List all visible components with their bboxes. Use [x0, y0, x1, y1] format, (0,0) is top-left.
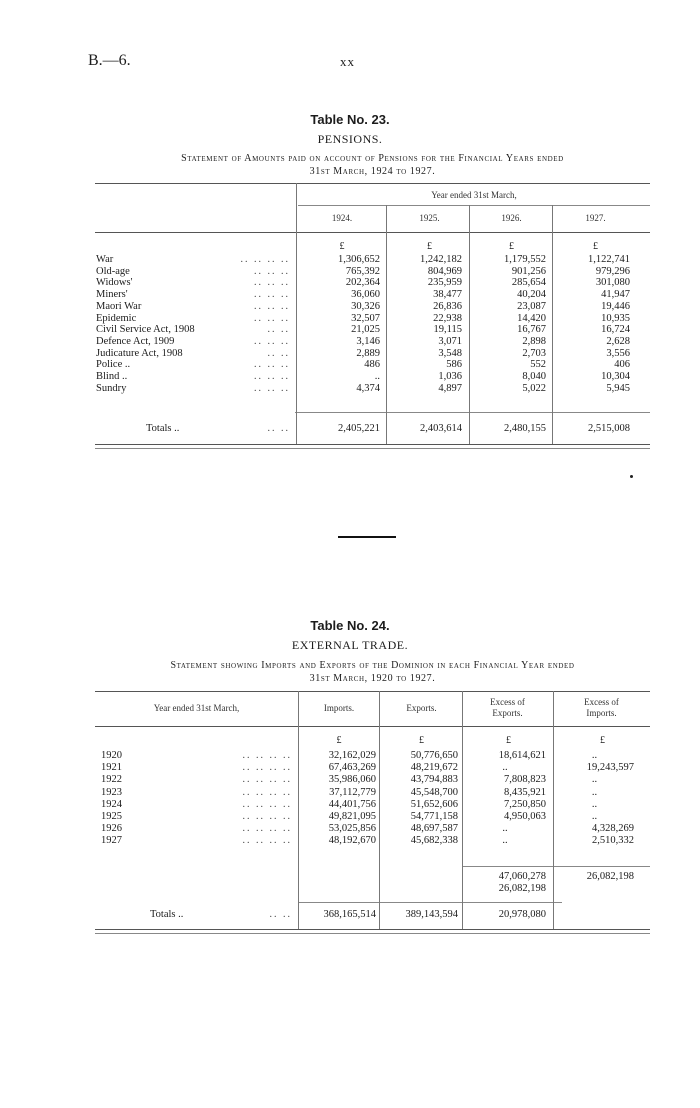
table-23-row-leader: .. .. .. — [254, 289, 290, 301]
table-23-cell: 1,122,741 — [588, 254, 630, 265]
table-24-row-year: 1922 — [101, 774, 122, 786]
page-reference: B.—6. — [88, 52, 131, 69]
table-24-currency-symbol: £ — [600, 735, 605, 746]
table-23-cell: 41,947 — [601, 289, 630, 301]
table-23-sum-rule — [295, 412, 650, 413]
table-24-cell-empty: .. — [502, 823, 508, 835]
table-24-row-year: 1925 — [101, 811, 122, 822]
table-23-statement — [95, 152, 650, 178]
table-23-cell: 285,654 — [511, 277, 546, 289]
table-24-imports-header: Imports. — [323, 703, 355, 713]
table-24-cell: 67,463,269 — [328, 762, 376, 774]
table-24-cell: 4,328,269 — [592, 823, 634, 835]
table-24-row-leader: .. .. .. .. — [242, 774, 292, 786]
table-24-vline-1 — [379, 691, 380, 929]
table-23-cell: 3,146 — [356, 335, 380, 347]
table-23-statement-line1: Statement of Amounts paid on account of Pensions for the Financial Years ended — [181, 153, 564, 164]
table-23-cell: 5,945 — [606, 382, 630, 394]
table-24-statement — [95, 659, 650, 685]
table-24-subtotal-less: 26,082,198 — [498, 883, 546, 894]
table-23-title: Table No. 23. — [310, 112, 390, 127]
table-23-cell: 19,446 — [601, 300, 630, 312]
table-23-cell: 5,022 — [522, 382, 546, 394]
table-23-currency-symbol: £ — [593, 241, 598, 252]
table-24-cell: 7,250,850 — [504, 798, 546, 810]
table-23-cell: 552 — [530, 359, 546, 371]
table-23-cell: 1,306,652 — [338, 254, 380, 265]
table-24-row-year: 1920 — [101, 750, 122, 761]
table-23-cell: 901,256 — [511, 265, 546, 277]
table-24-statement-line1: Statement showing Imports and Exports of the Dominion in each Financial Year ended — [170, 660, 575, 671]
table-23-header-rule — [95, 232, 650, 233]
table-23-row-label: Maori War — [96, 300, 142, 312]
table-24-cell-empty: .. — [591, 750, 598, 761]
table-23-row-label: Civil Service Act, 1908 — [96, 324, 195, 336]
table-24-excess-exports-header-1: Excess of — [490, 697, 525, 707]
table-23-cell: 2,703 — [522, 347, 546, 359]
table-23-row-label: War — [96, 254, 114, 265]
table-23-cell: 1,179,552 — [504, 254, 546, 265]
table-24-cell: 48,192,670 — [328, 835, 376, 847]
table-23-cell: 4,897 — [438, 382, 462, 394]
table-24-bottom-rule — [95, 929, 650, 930]
table-24-cell: 18,614,621 — [498, 750, 546, 761]
table-23-row-label: Police .. — [96, 359, 131, 371]
table-23-cell: 2,898 — [522, 335, 546, 347]
table-24-total-exports: 389,143,594 — [405, 909, 458, 920]
table-24-cell: 43,794,883 — [410, 774, 458, 786]
table-23-total-cell: 2,405,221 — [338, 423, 380, 434]
table-23-cell: 26,836 — [433, 300, 462, 312]
table-23-cell: 8,040 — [522, 371, 546, 382]
table-24-cell: 45,548,700 — [410, 786, 458, 798]
table-23-year-header: 1925. — [419, 213, 440, 223]
table-24-cell: 45,682,338 — [410, 835, 458, 847]
table-24-vline-2 — [462, 691, 463, 929]
table-23-cell: 301,080 — [595, 277, 630, 289]
table-24-total-imports: 368,165,514 — [323, 909, 376, 920]
table-24-year-header: Year ended 31st March, — [153, 703, 240, 713]
table-23-currency-symbol: £ — [339, 241, 345, 252]
table-23-currency-symbol: £ — [427, 241, 432, 252]
table-24-row-leader: .. .. .. .. — [242, 811, 292, 822]
table-24-exports-header: Exports. — [406, 703, 437, 713]
table-23-cell: 16,767 — [517, 324, 546, 336]
table-23-cell: 4,374 — [356, 382, 380, 394]
table-24-cell: 48,219,672 — [410, 762, 458, 774]
table-23-totals-label: Totals .. — [146, 423, 180, 434]
table-24-total-excess-exports: 20,978,080 — [498, 909, 546, 920]
table-23-year-header: 1924. — [331, 213, 353, 223]
table-23-cell: 32,507 — [351, 312, 380, 324]
table-23-total-cell: 2,403,614 — [420, 423, 462, 434]
table-24-header-rule — [95, 726, 650, 727]
table-24-cell: 7,808,823 — [504, 774, 546, 786]
table-24-cell-empty: .. — [591, 811, 598, 822]
table-24-cell: 50,776,650 — [410, 750, 458, 761]
table-24-currency-symbol: £ — [336, 735, 342, 746]
table-23-cell: 10,935 — [601, 312, 630, 324]
table-23-cell: .. — [374, 371, 380, 382]
table-24-cell-empty: .. — [502, 835, 508, 847]
table-24-row-leader: .. .. .. .. — [242, 823, 292, 835]
table-23-row-leader: .. .. .. — [254, 312, 290, 324]
table-23-row-label: Blind .. — [96, 371, 128, 382]
table-24-cell: 19,243,597 — [586, 762, 634, 774]
table-23-cell: 1,036 — [438, 371, 462, 382]
table-23-bottom-rule-2 — [95, 448, 650, 449]
table-23-bottom-rule — [95, 444, 650, 445]
table-23-cell: 23,087 — [517, 300, 546, 312]
table-24-row-leader: .. .. .. .. — [242, 786, 292, 798]
table-24-cell: 54,771,158 — [410, 811, 458, 822]
table-23-row-leader: .. .. — [267, 347, 290, 359]
table-23-row-leader: .. .. .. — [254, 277, 290, 289]
table-24-subtitle: EXTERNAL TRADE. — [291, 638, 409, 652]
table-24-cell: 35,986,060 — [328, 774, 376, 786]
table-23-cell: 19,115 — [433, 324, 462, 336]
table-23-cell: 22,938 — [433, 312, 462, 324]
table-24-statement-line2: 31st March, 1920 to 1927. — [309, 673, 436, 684]
table-23-total-cell: 2,515,008 — [588, 423, 630, 434]
table-23-group-rule — [298, 205, 650, 206]
table-24-cell-empty: .. — [591, 786, 598, 798]
table-23-row-label: Defence Act, 1909 — [96, 335, 175, 347]
table-24-excess-imports-header-1: Excess of — [584, 697, 619, 707]
table-23-row-leader: .. .. .. — [254, 382, 290, 394]
table-23-row-leader: .. .. .. — [254, 300, 290, 312]
table-24-currency-symbol: £ — [419, 735, 424, 746]
table-24-top-rule — [95, 691, 650, 692]
table-24-cell: 53,025,856 — [328, 823, 376, 835]
table-23-cell: 30,326 — [351, 300, 380, 312]
table-23-cell: 40,204 — [517, 289, 546, 301]
table-24-cell-empty: .. — [591, 774, 598, 786]
table-23-cell: 16,724 — [601, 324, 630, 336]
table-23-row-leader: .. .. .. — [254, 265, 290, 277]
table-24-excess-imports-header-2: Imports. — [586, 708, 617, 718]
table-24-currency-symbol: £ — [506, 735, 511, 746]
table-23-cell: 3,556 — [606, 347, 630, 359]
table-23-cell: 2,628 — [606, 335, 630, 347]
table-23-cell: 586 — [446, 359, 462, 371]
table-23-currency-symbol: £ — [509, 241, 514, 252]
stray-mark — [630, 475, 633, 478]
table-23-subtitle: PENSIONS. — [317, 132, 383, 146]
table-24-row-leader: .. .. .. .. — [242, 750, 292, 761]
table-23-year-header: 1926. — [501, 213, 522, 223]
table-23-cell: 202,364 — [345, 277, 380, 289]
table-23-cell: 406 — [614, 359, 630, 371]
table-24-subtotal-excess-exports: 47,060,278 — [498, 871, 546, 882]
table-24-cell-empty: .. — [502, 762, 508, 774]
table-24-title: Table No. 24. — [310, 618, 390, 633]
table-23-row-leader: .. .. .. — [254, 335, 290, 347]
table-23-cell: 38,477 — [433, 289, 462, 301]
table-23-cell: 10,304 — [601, 371, 630, 382]
table-23-row-label: Old-age — [96, 265, 130, 277]
table-24-cell: 48,697,587 — [410, 823, 458, 835]
table-24-cell: 49,821,095 — [328, 811, 376, 822]
table-24-cell: 8,435,921 — [504, 786, 546, 798]
table-23-cell: 3,071 — [438, 335, 462, 347]
page-number: xx — [340, 54, 355, 69]
table-24-subtotal-rule — [462, 866, 650, 867]
table-23-cell: 1,242,182 — [420, 254, 462, 265]
table-24-row-leader: .. .. .. .. — [242, 798, 292, 810]
table-24-cell-empty: .. — [591, 798, 598, 810]
table-23-row-leader: .. .. .. — [254, 371, 290, 382]
table-24-cell: 2,510,332 — [592, 835, 634, 847]
table-23-cell: 979,296 — [595, 265, 630, 277]
table-24-cell: 37,112,779 — [329, 786, 376, 798]
table-24-row-year: 1924 — [101, 798, 122, 810]
table-23-cell: 14,420 — [517, 312, 546, 324]
table-23-row-leader: .. .. .. — [254, 359, 290, 371]
table-24-vline-0 — [298, 691, 299, 929]
table-24-cell: 4,950,063 — [504, 811, 546, 822]
table-24-row-year: 1923 — [101, 786, 122, 798]
table-23-vline-0 — [386, 205, 387, 444]
table-23-cell: 765,392 — [345, 265, 380, 277]
table-24-row-leader: .. .. .. .. — [242, 762, 292, 774]
table-23-totals-leader: .. .. — [267, 423, 290, 434]
table-23-row-leader: .. .. — [267, 324, 290, 336]
table-23-group-header: Year ended 31st March, — [431, 190, 517, 200]
table-23-row-label: Epidemic — [96, 312, 137, 324]
table-24-cell: 51,652,606 — [410, 798, 458, 810]
table-23-cell: 235,959 — [427, 277, 462, 289]
table-24-bottom-rule-2 — [95, 933, 650, 934]
table-24-subtotal-excess-imports: 26,082,198 — [586, 871, 634, 882]
table-24-row-year: 1921 — [101, 762, 122, 774]
table-23-vline-label — [296, 183, 297, 444]
table-24-excess-exports-header-2: Exports. — [492, 708, 523, 718]
table-23-cell: 2,889 — [356, 347, 380, 359]
section-divider — [338, 536, 396, 538]
table-24-cell: 32,162,029 — [328, 750, 376, 761]
table-24-cell: 44,401,756 — [328, 798, 376, 810]
table-23-cell: 21,025 — [351, 324, 380, 336]
table-23-cell: 3,548 — [438, 347, 462, 359]
table-23-row-label: Widows' — [96, 277, 133, 289]
table-24-total-rule — [298, 902, 562, 903]
table-24-row-leader: .. .. .. .. — [242, 835, 292, 847]
table-24-totals-label: Totals .. — [150, 909, 184, 920]
table-23-statement-line2: 31st March, 1924 to 1927. — [309, 166, 436, 177]
table-23-row-label: Judicature Act, 1908 — [96, 347, 183, 359]
table-24-row-year: 1926 — [101, 823, 122, 835]
table-23-year-header: 1927. — [585, 213, 606, 223]
table-23-total-cell: 2,480,155 — [504, 423, 546, 434]
table-23-row-label: Sundry — [96, 382, 127, 394]
table-24-row-year: 1927 — [101, 835, 122, 847]
table-24-totals-leader: .. .. — [269, 909, 292, 920]
table-23-top-rule — [95, 183, 650, 184]
table-23-cell: 36,060 — [351, 289, 380, 301]
table-23-vline-2 — [552, 205, 553, 444]
table-23-row-label: Miners' — [96, 289, 128, 301]
table-23-row-leader: .. .. .. .. — [240, 254, 290, 265]
table-23-cell: 804,969 — [427, 265, 462, 277]
table-24-vline-3 — [553, 691, 554, 929]
table-23-cell: 486 — [364, 359, 380, 371]
